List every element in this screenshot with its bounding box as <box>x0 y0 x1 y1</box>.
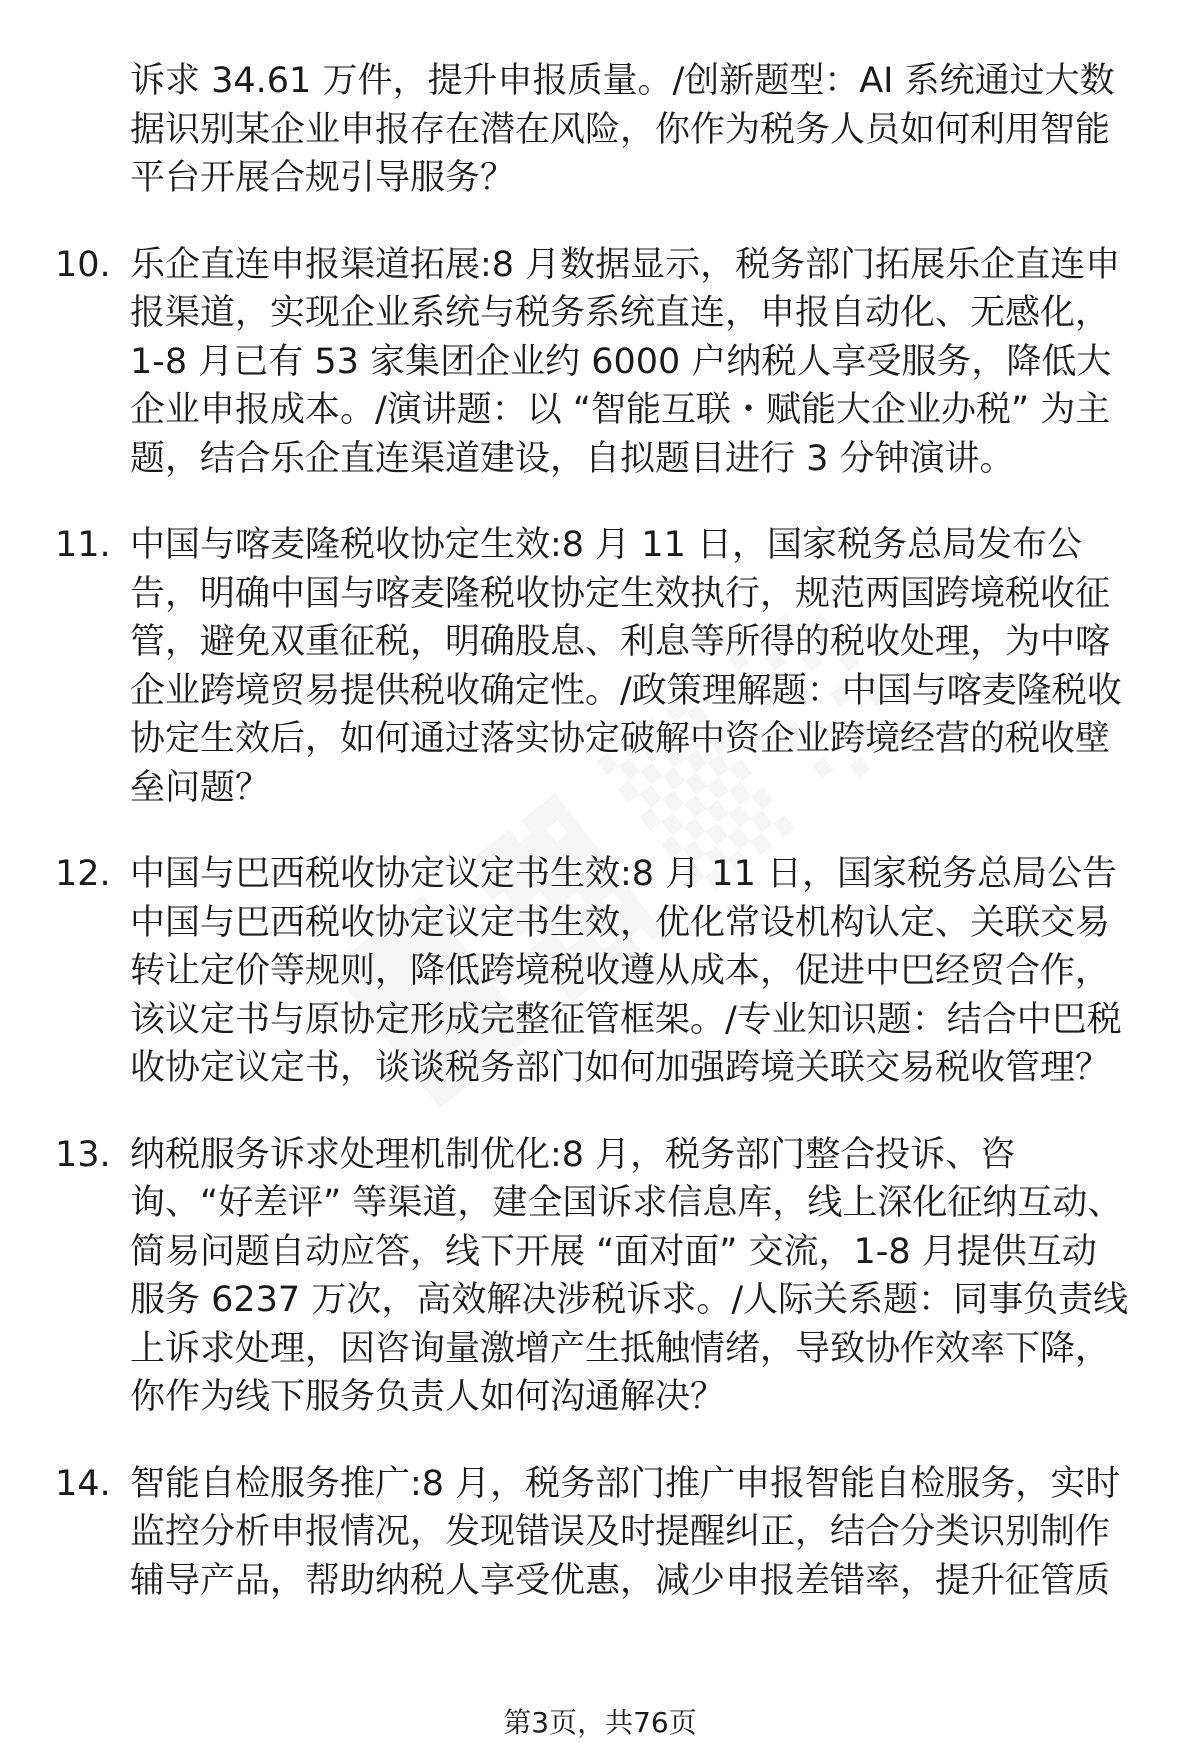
document-body <box>55 57 1155 1643</box>
list-item-number: 10. <box>55 244 111 285</box>
list-item-text: 智能自检服务推广:8 月，税务部门推广申报智能自检服务，实时监控分析申报情况，发现错误及时提醒纠正，结合分类识别制作辅导产品，帮助纳税人享受优惠，减少申报差错率，提升征管质 <box>130 1463 1121 1601</box>
list-item-text: 中国与喀麦隆税收协定生效:8 月 11 日，国家税务总局发布公告，明确中国与喀麦隆税收协定生效执行，规范两国跨境税收征管，避免双重征税，明确股息、利息等所得的税收处理，为中喀企业跨境贸易提供税收确定性。/政策理解题：中国与喀麦隆税收协定生效后，如何通过落实协定破解中资企业跨境经营的税收壁垒问题？ <box>130 525 1122 808</box>
list-item <box>55 1460 1155 1606</box>
list-item <box>55 850 1155 1093</box>
list-item-number: 13. <box>55 1134 111 1175</box>
list-item-text: 纳税服务诉求处理机制优化:8 月，税务部门整合投诉、咨询、“好差评” 等渠道，建全国诉求信息库，线上深化征纳互动、简易问题自动应答，线下开展 “面对面” 交流，1-8 月提供互动服务 6237 万次，高效解决涉税诉求。/人际关系题：同事负责线上诉求处理，因咨询量激增产生抵触情绪，导致协作效率下降，你作为线下服务负责人如何沟通解决？ <box>130 1134 1129 1417</box>
list-item <box>55 241 1155 484</box>
list-item <box>55 521 1155 812</box>
list-item-text: 乐企直连申报渠道拓展:8 月数据显示，税务部门拓展乐企直连申报渠道，实现企业系统与税务系统直连，申报自动化、无感化，1-8 月已有 53 家集团企业约 6000 户纳税人享受服务，降低大企业申报成本。/演讲题：以 “智能互联・赋能大企业办税” 为主题，结合乐企直连渠道建设，自拟题目进行 3 分钟演讲。 <box>130 244 1121 479</box>
page-number-label: 第3页，共76页 <box>503 1706 697 1739</box>
list-item-text: 中国与巴西税收协定议定书生效:8 月 11 日，国家税务总局公告中国与巴西税收协定议定书生效，优化常设机构认定、关联交易转让定价等规则，降低跨境税收遵从成本，促进中巴经贸合作，该议定书与原协定形成完整征管框架。/专业知识题：结合中巴税收协定议定书，谈谈税务部门如何加强跨境关联交易税收管理？ <box>130 854 1122 1088</box>
list-item-number: 11. <box>55 525 111 565</box>
lead-paragraph: 诉求 34.61 万件，提升申报质量。/创新题型：AI 系统通过大数据识别某企业申报存在潜在风险，你作为税务人员如何利用智能平台开展合规引导服务？ <box>130 61 1115 198</box>
list-item-number: 12. <box>55 854 111 894</box>
list-item <box>55 1131 1155 1422</box>
list-item-number: 14. <box>55 1463 111 1504</box>
page-footer <box>0 1706 1200 1740</box>
